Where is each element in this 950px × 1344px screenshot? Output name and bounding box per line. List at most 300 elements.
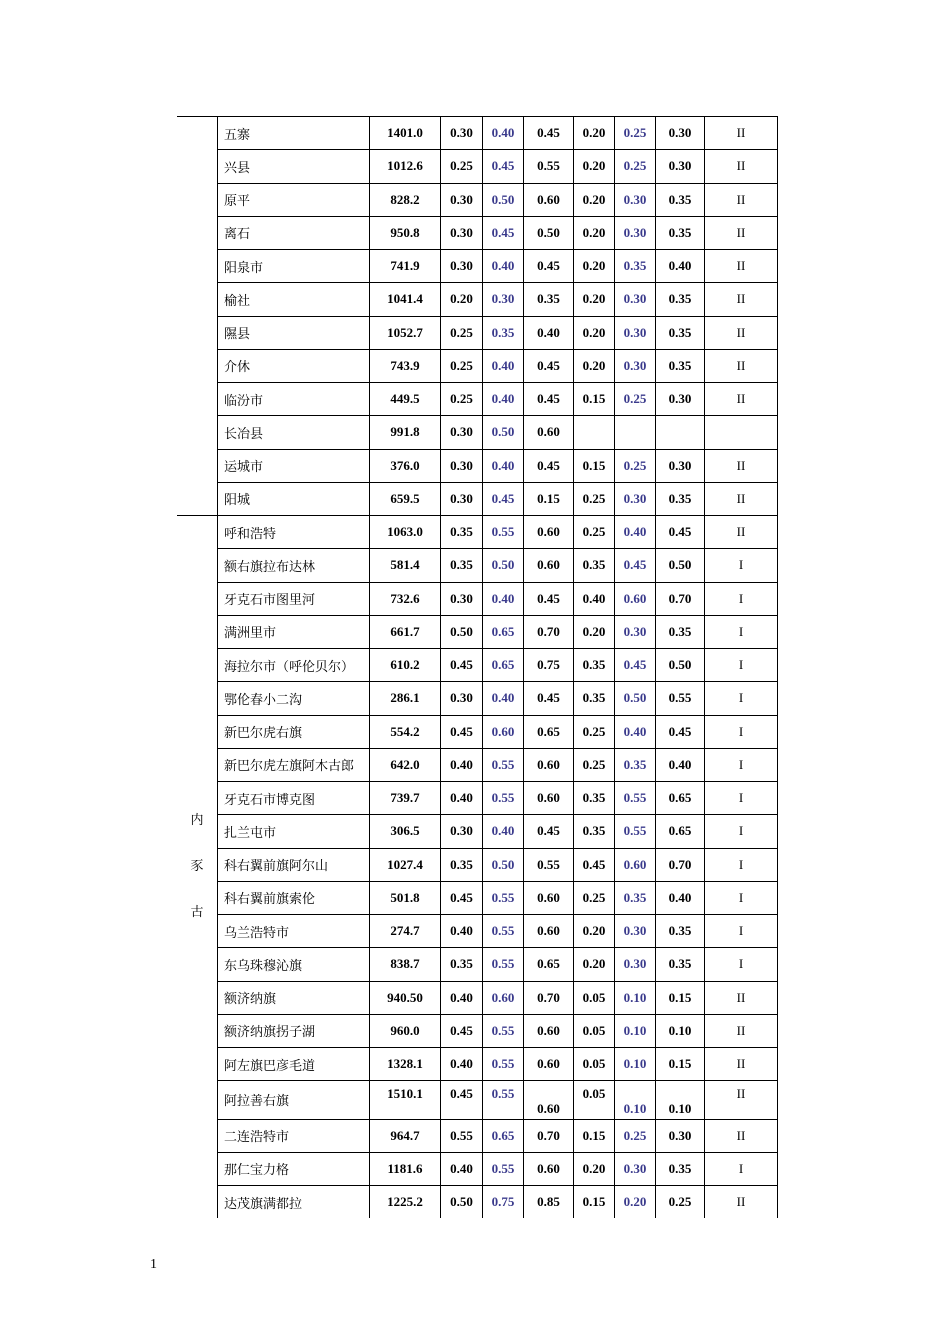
value-cell: 0.65	[524, 715, 574, 748]
value-cell: 0.35	[656, 615, 705, 648]
value-cell: 0.45	[524, 682, 574, 715]
value-cell: 0.20	[574, 283, 615, 316]
table-row	[177, 1186, 778, 1219]
value-cell: 0.40	[483, 682, 524, 715]
station-name: 原平	[218, 183, 370, 216]
value-cell: 0.30	[656, 1119, 705, 1152]
value-cell: 659.5	[370, 482, 441, 515]
value-cell: 732.6	[370, 582, 441, 615]
value-cell: 0.60	[483, 715, 524, 748]
value-cell: 0.45	[441, 881, 483, 914]
value-cell: 0.60	[615, 848, 656, 881]
province-char: 内	[190, 813, 204, 829]
value-cell: 0.15	[656, 1048, 705, 1081]
value-cell: 0.50	[524, 216, 574, 249]
value-cell: 741.9	[370, 250, 441, 283]
station-name: 新巴尔虎左旗阿木古郎	[218, 748, 370, 781]
value-cell: 0.35	[656, 316, 705, 349]
value-cell: 0.55	[483, 1014, 524, 1047]
value-cell: 0.30	[615, 615, 656, 648]
value-cell: 0.70	[524, 615, 574, 648]
value-cell: 0.35	[615, 748, 656, 781]
value-cell: 449.5	[370, 383, 441, 416]
value-cell: 0.60	[524, 183, 574, 216]
value-cell: 0.20	[615, 1186, 656, 1219]
value-cell: 501.8	[370, 881, 441, 914]
category-cell: II	[705, 316, 778, 349]
table-row	[177, 1081, 778, 1119]
value-cell: 0.55	[656, 682, 705, 715]
table-row	[177, 1119, 778, 1152]
value-cell: 0.55	[524, 848, 574, 881]
category-cell: II	[705, 183, 778, 216]
value-cell: 0.10	[615, 1048, 656, 1081]
table-row	[177, 316, 778, 349]
value-cell: 0.60	[524, 1048, 574, 1081]
value-cell: 0.40	[656, 881, 705, 914]
value-cell: 0.35	[656, 482, 705, 515]
value-cell: 0.45	[441, 1081, 483, 1119]
value-cell: 940.50	[370, 981, 441, 1014]
value-cell: 1012.6	[370, 150, 441, 183]
value-cell: 0.65	[656, 782, 705, 815]
value-cell: 0.25	[615, 117, 656, 150]
value-cell: 0.35	[574, 782, 615, 815]
value-cell: 0.45	[483, 482, 524, 515]
value-cell: 581.4	[370, 549, 441, 582]
value-cell: 0.70	[524, 1119, 574, 1152]
value-cell: 0.30	[441, 183, 483, 216]
category-cell: II	[705, 383, 778, 416]
value-cell: 0.35	[574, 649, 615, 682]
category-cell: I	[705, 649, 778, 682]
station-name: 扎兰屯市	[218, 815, 370, 848]
value-cell: 0.45	[441, 715, 483, 748]
value-cell: 0.30	[441, 449, 483, 482]
category-cell: I	[705, 615, 778, 648]
value-cell: 0.45	[483, 150, 524, 183]
category-cell: I	[705, 582, 778, 615]
category-cell: II	[705, 482, 778, 515]
value-cell: 0.35	[441, 948, 483, 981]
table-row	[177, 1014, 778, 1047]
value-cell: 0.60	[524, 1081, 574, 1119]
value-cell: 0.35	[574, 549, 615, 582]
value-cell: 0.30	[615, 183, 656, 216]
category-cell: I	[705, 815, 778, 848]
category-cell: I	[705, 1152, 778, 1185]
value-cell: 0.20	[441, 283, 483, 316]
table-row	[177, 349, 778, 382]
station-name: 牙克石市图里河	[218, 582, 370, 615]
value-cell: 274.7	[370, 915, 441, 948]
value-cell: 828.2	[370, 183, 441, 216]
value-cell: 1027.4	[370, 848, 441, 881]
value-cell: 286.1	[370, 682, 441, 715]
climate-data-table	[177, 116, 778, 1218]
value-cell: 0.65	[483, 615, 524, 648]
value-cell: 739.7	[370, 782, 441, 815]
station-name: 榆社	[218, 283, 370, 316]
value-cell: 0.55	[524, 150, 574, 183]
station-name: 乌兰浩特市	[218, 915, 370, 948]
category-cell: II	[705, 1014, 778, 1047]
table-row	[177, 649, 778, 682]
value-cell: 960.0	[370, 1014, 441, 1047]
value-cell: 0.20	[574, 948, 615, 981]
category-cell: II	[705, 1048, 778, 1081]
station-name: 阳城	[218, 482, 370, 515]
value-cell: 0.45	[656, 516, 705, 549]
value-cell: 0.40	[656, 748, 705, 781]
category-cell: II	[705, 216, 778, 249]
value-cell: 0.25	[615, 1119, 656, 1152]
value-cell: 0.55	[615, 815, 656, 848]
value-cell: 0.40	[483, 383, 524, 416]
value-cell: 0.50	[441, 615, 483, 648]
value-cell: 0.35	[615, 250, 656, 283]
table-row	[177, 117, 778, 150]
value-cell: 0.30	[615, 948, 656, 981]
value-cell: 0.55	[615, 782, 656, 815]
station-name: 阳泉市	[218, 250, 370, 283]
value-cell: 0.30	[441, 250, 483, 283]
value-cell: 0.55	[483, 748, 524, 781]
station-name: 临汾市	[218, 383, 370, 416]
value-cell: 0.30	[615, 349, 656, 382]
value-cell: 1041.4	[370, 283, 441, 316]
category-cell: II	[705, 981, 778, 1014]
category-cell: II	[705, 1119, 778, 1152]
value-cell: 0.15	[574, 1119, 615, 1152]
value-cell: 0.20	[574, 316, 615, 349]
value-cell: 0.30	[441, 582, 483, 615]
value-cell: 0.55	[483, 1081, 524, 1119]
table-row	[177, 715, 778, 748]
value-cell: 0.45	[656, 715, 705, 748]
value-cell: 0.55	[483, 881, 524, 914]
value-cell: 0.70	[656, 582, 705, 615]
value-cell: 0.10	[615, 981, 656, 1014]
value-cell: 964.7	[370, 1119, 441, 1152]
station-name: 运城市	[218, 449, 370, 482]
table-row	[177, 582, 778, 615]
value-cell: 0.35	[656, 915, 705, 948]
category-cell: I	[705, 948, 778, 981]
value-cell: 0.25	[441, 383, 483, 416]
value-cell: 0.25	[441, 349, 483, 382]
value-cell: 0.25	[574, 482, 615, 515]
value-cell: 0.60	[524, 1014, 574, 1047]
value-cell: 0.30	[615, 915, 656, 948]
value-cell: 0.15	[574, 1186, 615, 1219]
value-cell: 0.60	[615, 582, 656, 615]
category-cell: II	[705, 1081, 778, 1119]
value-cell: 0.30	[656, 150, 705, 183]
station-name: 满洲里市	[218, 615, 370, 648]
value-cell: 0.60	[524, 549, 574, 582]
value-cell: 0.65	[524, 948, 574, 981]
value-cell: 0.40	[441, 748, 483, 781]
value-cell: 0.35	[441, 549, 483, 582]
value-cell: 0.60	[524, 416, 574, 449]
value-cell: 0.30	[656, 383, 705, 416]
value-cell: 0.45	[524, 250, 574, 283]
station-name: 呼和浩特	[218, 516, 370, 549]
value-cell: 0.60	[524, 748, 574, 781]
category-cell: I	[705, 848, 778, 881]
value-cell: 0.20	[574, 150, 615, 183]
station-name: 额济纳旗	[218, 981, 370, 1014]
station-name: 东乌珠穆沁旗	[218, 948, 370, 981]
station-name: 阿拉善右旗	[218, 1081, 370, 1119]
station-name: 兴县	[218, 150, 370, 183]
value-cell: 0.30	[441, 482, 483, 515]
value-cell: 0.05	[574, 981, 615, 1014]
table-row	[177, 682, 778, 715]
value-cell: 743.9	[370, 349, 441, 382]
value-cell: 0.45	[615, 649, 656, 682]
value-cell: 0.05	[574, 1081, 615, 1119]
value-cell: 0.20	[574, 183, 615, 216]
value-cell: 838.7	[370, 948, 441, 981]
category-cell	[705, 416, 778, 449]
value-cell: 0.45	[524, 582, 574, 615]
value-cell: 0.35	[574, 815, 615, 848]
value-cell: 0.25	[574, 748, 615, 781]
value-cell: 0.35	[441, 848, 483, 881]
station-name: 长冶县	[218, 416, 370, 449]
value-cell: 991.8	[370, 416, 441, 449]
value-cell: 0.35	[656, 1152, 705, 1185]
value-cell: 0.30	[441, 416, 483, 449]
value-cell: 0.30	[441, 682, 483, 715]
value-cell: 661.7	[370, 615, 441, 648]
table-row	[177, 1152, 778, 1185]
value-cell: 0.40	[441, 915, 483, 948]
value-cell: 0.30	[441, 216, 483, 249]
value-cell: 0.20	[574, 250, 615, 283]
value-cell: 950.8	[370, 216, 441, 249]
province-cell	[177, 516, 218, 1219]
value-cell: 0.40	[656, 250, 705, 283]
table-row	[177, 250, 778, 283]
station-name: 阿左旗巴彦毛道	[218, 1048, 370, 1081]
value-cell: 0.45	[524, 449, 574, 482]
station-name: 海拉尔市（呼伦贝尔）	[218, 649, 370, 682]
table-row	[177, 848, 778, 881]
value-cell: 554.2	[370, 715, 441, 748]
value-cell: 0.65	[483, 1119, 524, 1152]
value-cell: 0.60	[524, 1152, 574, 1185]
value-cell: 1328.1	[370, 1048, 441, 1081]
value-cell: 0.50	[483, 416, 524, 449]
value-cell: 0.60	[524, 881, 574, 914]
value-cell: 0.45	[441, 649, 483, 682]
station-name: 牙克石市博克图	[218, 782, 370, 815]
value-cell: 0.25	[574, 715, 615, 748]
value-cell: 0.25	[615, 449, 656, 482]
category-cell: II	[705, 250, 778, 283]
value-cell: 0.70	[656, 848, 705, 881]
value-cell: 642.0	[370, 748, 441, 781]
value-cell: 0.40	[483, 449, 524, 482]
value-cell: 0.35	[483, 316, 524, 349]
value-cell: 0.45	[524, 815, 574, 848]
value-cell: 0.25	[615, 383, 656, 416]
value-cell: 0.45	[483, 216, 524, 249]
station-name: 五寨	[218, 117, 370, 150]
value-cell: 0.50	[483, 848, 524, 881]
value-cell: 0.50	[441, 1186, 483, 1219]
value-cell: 0.25	[574, 881, 615, 914]
value-cell: 0.30	[656, 449, 705, 482]
value-cell: 0.30	[615, 216, 656, 249]
station-name: 科右翼前旗阿尔山	[218, 848, 370, 881]
table-row	[177, 482, 778, 515]
station-name: 额右旗拉布达林	[218, 549, 370, 582]
value-cell	[574, 416, 615, 449]
table-row	[177, 183, 778, 216]
value-cell: 0.40	[615, 516, 656, 549]
value-cell: 1510.1	[370, 1081, 441, 1119]
value-cell: 0.65	[656, 815, 705, 848]
table-row	[177, 150, 778, 183]
category-cell: II	[705, 117, 778, 150]
value-cell: 610.2	[370, 649, 441, 682]
value-cell: 0.30	[615, 482, 656, 515]
table-row	[177, 782, 778, 815]
value-cell: 0.55	[483, 1048, 524, 1081]
category-cell: II	[705, 150, 778, 183]
value-cell: 1401.0	[370, 117, 441, 150]
value-cell: 0.25	[656, 1186, 705, 1219]
value-cell: 0.55	[483, 1152, 524, 1185]
value-cell: 0.35	[615, 881, 656, 914]
value-cell: 0.40	[483, 582, 524, 615]
value-cell: 0.45	[615, 549, 656, 582]
table-row	[177, 416, 778, 449]
table-row	[177, 815, 778, 848]
table-row	[177, 1048, 778, 1081]
table-row	[177, 549, 778, 582]
value-cell: 0.25	[574, 516, 615, 549]
station-name: 那仁宝力格	[218, 1152, 370, 1185]
value-cell: 0.35	[656, 183, 705, 216]
table-row	[177, 283, 778, 316]
value-cell: 0.20	[574, 349, 615, 382]
table-row	[177, 915, 778, 948]
value-cell: 0.40	[615, 715, 656, 748]
value-cell: 0.35	[656, 283, 705, 316]
category-cell: I	[705, 881, 778, 914]
station-name: 额济纳旗拐子湖	[218, 1014, 370, 1047]
value-cell: 0.55	[441, 1119, 483, 1152]
value-cell: 0.35	[574, 682, 615, 715]
station-name: 鄂伦春小二沟	[218, 682, 370, 715]
value-cell: 0.40	[483, 117, 524, 150]
value-cell: 0.40	[441, 782, 483, 815]
value-cell: 0.75	[483, 1186, 524, 1219]
category-cell: I	[705, 915, 778, 948]
station-name: 达茂旗满都拉	[218, 1186, 370, 1219]
value-cell: 0.10	[656, 1081, 705, 1119]
value-cell: 0.85	[524, 1186, 574, 1219]
value-cell: 0.20	[574, 615, 615, 648]
value-cell: 0.60	[524, 915, 574, 948]
value-cell: 0.50	[483, 549, 524, 582]
value-cell: 0.35	[656, 948, 705, 981]
value-cell: 0.55	[483, 516, 524, 549]
value-cell: 0.15	[524, 482, 574, 515]
value-cell: 0.10	[615, 1081, 656, 1119]
value-cell: 0.45	[441, 1014, 483, 1047]
value-cell: 0.50	[483, 183, 524, 216]
value-cell: 0.40	[441, 981, 483, 1014]
category-cell: II	[705, 283, 778, 316]
value-cell: 306.5	[370, 815, 441, 848]
value-cell: 0.65	[483, 649, 524, 682]
value-cell: 1052.7	[370, 316, 441, 349]
table-row	[177, 216, 778, 249]
value-cell: 0.40	[483, 250, 524, 283]
value-cell: 0.15	[656, 981, 705, 1014]
value-cell: 0.50	[656, 549, 705, 582]
category-cell: II	[705, 1186, 778, 1219]
value-cell: 0.45	[524, 349, 574, 382]
value-cell: 0.20	[574, 117, 615, 150]
value-cell: 0.25	[441, 150, 483, 183]
value-cell: 0.35	[656, 349, 705, 382]
page-number: 1	[150, 1257, 157, 1272]
table-row	[177, 383, 778, 416]
station-name: 新巴尔虎右旗	[218, 715, 370, 748]
value-cell: 0.70	[524, 981, 574, 1014]
category-cell: II	[705, 349, 778, 382]
category-cell: I	[705, 549, 778, 582]
value-cell: 0.30	[615, 1152, 656, 1185]
province-cell-blank	[177, 117, 218, 516]
value-cell: 0.45	[574, 848, 615, 881]
value-cell: 0.60	[524, 516, 574, 549]
value-cell: 0.05	[574, 1014, 615, 1047]
value-cell: 0.45	[524, 117, 574, 150]
table-row	[177, 948, 778, 981]
value-cell: 0.05	[574, 1048, 615, 1081]
value-cell: 0.30	[483, 283, 524, 316]
value-cell: 0.45	[524, 383, 574, 416]
value-cell	[615, 416, 656, 449]
value-cell: 0.30	[615, 316, 656, 349]
value-cell: 1063.0	[370, 516, 441, 549]
value-cell: 0.10	[656, 1014, 705, 1047]
category-cell: I	[705, 682, 778, 715]
table-row	[177, 615, 778, 648]
value-cell: 0.20	[574, 216, 615, 249]
table-row	[177, 748, 778, 781]
category-cell: II	[705, 516, 778, 549]
value-cell: 0.40	[441, 1048, 483, 1081]
station-name: 科右翼前旗索伦	[218, 881, 370, 914]
value-cell: 0.20	[574, 1152, 615, 1185]
value-cell: 0.35	[441, 516, 483, 549]
station-name: 二连浩特市	[218, 1119, 370, 1152]
value-cell: 0.40	[574, 582, 615, 615]
value-cell: 0.15	[574, 449, 615, 482]
station-name: 介休	[218, 349, 370, 382]
value-cell: 1225.2	[370, 1186, 441, 1219]
value-cell: 0.15	[574, 383, 615, 416]
